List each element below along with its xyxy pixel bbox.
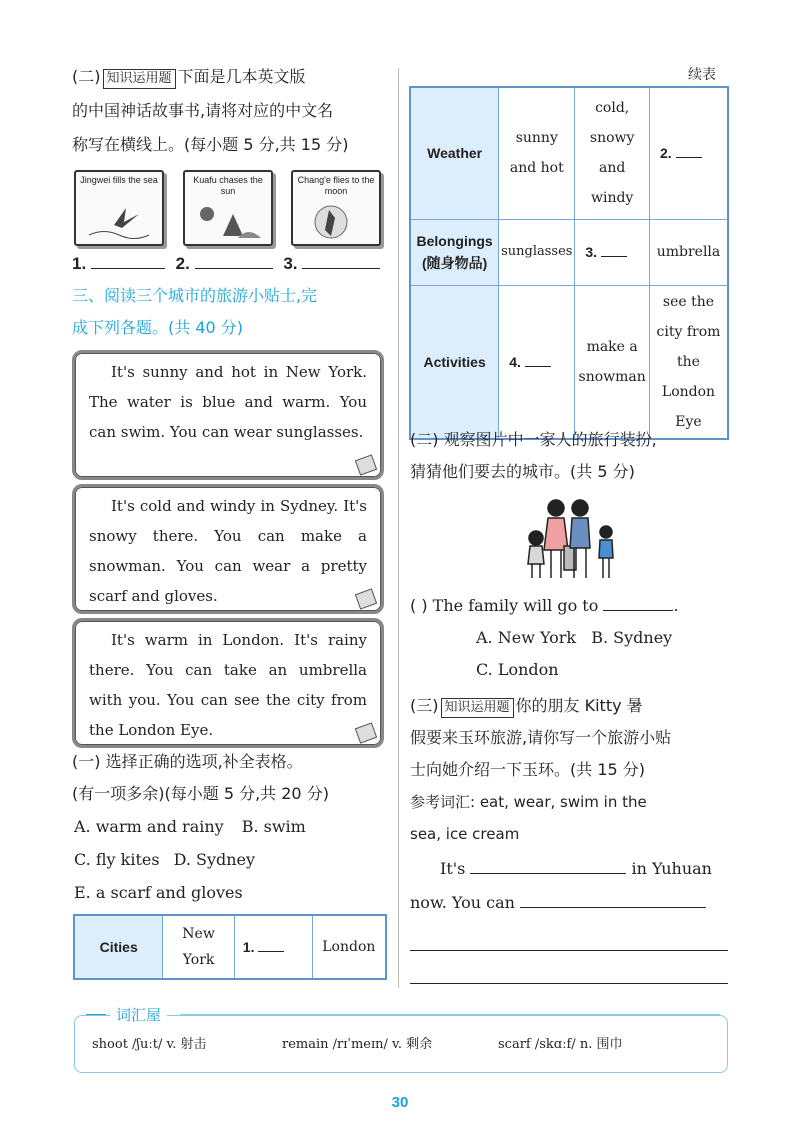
family-illustration (516, 494, 626, 580)
q3-line2: 假要来玉环旅游,请你写一个旅游小贴 (410, 728, 672, 747)
table-blank[interactable] (525, 354, 551, 367)
knowledge-tag: 知识运用题 (103, 69, 176, 89)
q2-option-b: B. Sydney (591, 628, 673, 647)
bird-icon (84, 200, 154, 240)
book-title: Kuafu chases the sun (193, 175, 263, 196)
cell-blank-1[interactable] (234, 915, 312, 979)
blank-num-4: 4. (509, 353, 521, 370)
vocab-item-shoot: shoot /ʃuːt/ v. 射击 (92, 1037, 207, 1052)
blank-num-1: 1. (242, 939, 255, 955)
option-c: C. fly kites (74, 850, 160, 869)
cell-london: London (312, 915, 386, 979)
vocab-line (86, 1014, 106, 1015)
tip-new-york (72, 350, 384, 480)
table-blank[interactable] (601, 244, 627, 257)
num-1: 1. (72, 254, 87, 273)
writing-line-1[interactable] (410, 920, 728, 951)
vocab-item-remain: remain /rɪˈmeɪn/ v. 剩余 (282, 1037, 433, 1052)
cell-new-york: New York (163, 915, 234, 979)
tip-sydney (72, 484, 384, 614)
column-divider (398, 68, 399, 988)
in-yuhuan-text: in Yuhuan (631, 859, 712, 878)
knowledge-tag: 知识运用题 (441, 698, 514, 718)
q2-option-a: A. New York (476, 628, 577, 647)
vocab-item-scarf: scarf /skɑːf/ n. 围巾 (498, 1037, 623, 1052)
info-table (409, 86, 729, 440)
q2-blank[interactable] (603, 594, 673, 611)
q2-line2: 猜猜他们要去的城市。(共 5 分) (410, 462, 635, 481)
its-text: It's (440, 859, 466, 878)
now-you-can-text: now. You can (410, 893, 515, 912)
q2-question: ( ) The family will go to . A. New York B. Sydney C. London (410, 590, 730, 686)
q3-reference-1: 参考词汇: eat, wear, swim in the (410, 793, 647, 811)
option-a: A. warm and rainy (74, 817, 224, 836)
tip-text: It's warm in London. It's rainy there. You can take an umbrella with you. You can see the city from the London Eye. (89, 631, 367, 739)
cell-blank-3[interactable] (575, 219, 650, 285)
continued-label: 续表 (688, 67, 716, 83)
section-3-line1: 三、阅读三个城市的旅游小贴士,完 (72, 286, 318, 305)
num-3: 3. (283, 254, 298, 273)
ticket-icon (355, 454, 377, 475)
belongings-header: Belongings (随身物品) (410, 219, 499, 285)
weather-header: Weather (410, 87, 499, 219)
option-e: E. a scarf and gloves (74, 883, 243, 902)
num-2: 2. (175, 254, 190, 273)
book-kuafu (183, 170, 273, 246)
book-title: Chang'e flies to the moon (297, 175, 375, 196)
cell-cold-snowy: cold, snowy and windy (575, 87, 650, 219)
q1-line2: (有一项多余)(每小题 5 分,共 20 分) (72, 784, 329, 803)
q2-question-text: The family will go to (432, 596, 599, 615)
blank-num-2: 2. (660, 145, 672, 162)
answer-blank-3[interactable] (302, 252, 380, 269)
option-b: B. swim (241, 817, 306, 836)
cell-blank-4[interactable] (499, 285, 575, 439)
cell-blank-2[interactable] (650, 87, 729, 219)
table-blank[interactable] (258, 939, 284, 952)
cities-table (73, 914, 387, 980)
q3-line1: 你的朋友 Kitty 暑 (515, 696, 643, 715)
page-number: 30 (391, 1094, 409, 1111)
q3-writing (410, 852, 730, 984)
q2-option-c: C. London (476, 660, 559, 679)
cell-sunglasses: sunglasses (499, 219, 575, 285)
answer-blank-1[interactable] (91, 252, 165, 269)
tip-text: It's sunny and hot in New York. The water is blue and warm. You can swim. You can wear sunglasses. (89, 363, 367, 441)
cities-header: Cities (74, 915, 163, 979)
q2-line1: (二) 观察图片中一家人的旅行装扮, (410, 430, 657, 449)
tip-london (72, 618, 384, 748)
section-3-header (72, 280, 392, 344)
cell-london-eye: see the city from the London Eye (650, 285, 729, 439)
section-2-line1: 下面是几本英文版 (177, 67, 306, 86)
section-2-line2: 的中国神话故事书,请将对应的中文名 (72, 101, 334, 120)
answer-blank-2[interactable] (195, 252, 273, 269)
sun-icon (193, 200, 263, 240)
q3-prefix: (三) (410, 696, 439, 715)
cell-umbrella: umbrella (650, 219, 729, 285)
book-jingwei (74, 170, 164, 246)
section-2-prefix: (二) (72, 67, 101, 86)
vocab-title: 词汇屋 (110, 1004, 167, 1025)
book-title: Jingwei fills the sea (80, 175, 158, 185)
option-d: D. Sydney (173, 850, 256, 869)
cell-snowman: make a snowman (575, 285, 650, 439)
moon-icon (301, 200, 371, 240)
activities-header: Activities (410, 285, 499, 439)
answer-paren[interactable]: ( ) (410, 596, 428, 615)
vocab-line (180, 1014, 720, 1015)
q3-reference-2: sea, ice cream (410, 825, 520, 843)
tip-text: It's cold and windy in Sydney. It's snowy there. You can make a snowman. You can wear a pretty scarf and gloves. (89, 497, 367, 605)
blank-num-3: 3. (585, 244, 598, 260)
q2-intro (410, 424, 730, 488)
q3-intro (410, 690, 730, 850)
book-change (291, 170, 381, 246)
book-answer-lines (72, 252, 380, 274)
section-3-line2: 成下列各题。(共 40 分) (72, 318, 244, 337)
q1-line1: (一) 选择正确的选项,补全表格。 (72, 752, 303, 771)
cell-sunny-hot: sunny and hot (499, 87, 575, 219)
table-blank[interactable] (676, 145, 702, 158)
section-2-line3: 称写在横线上。(每小题 5 分,共 15 分) (72, 135, 349, 154)
activity-blank[interactable] (520, 891, 706, 908)
section-2-intro (72, 60, 392, 162)
q3-line3: 士向她介绍一下玉环。(共 15 分) (410, 760, 646, 779)
q1-intro (72, 746, 394, 810)
writing-line-2[interactable] (410, 951, 728, 984)
options-list (74, 810, 306, 909)
weather-blank[interactable] (470, 857, 626, 874)
